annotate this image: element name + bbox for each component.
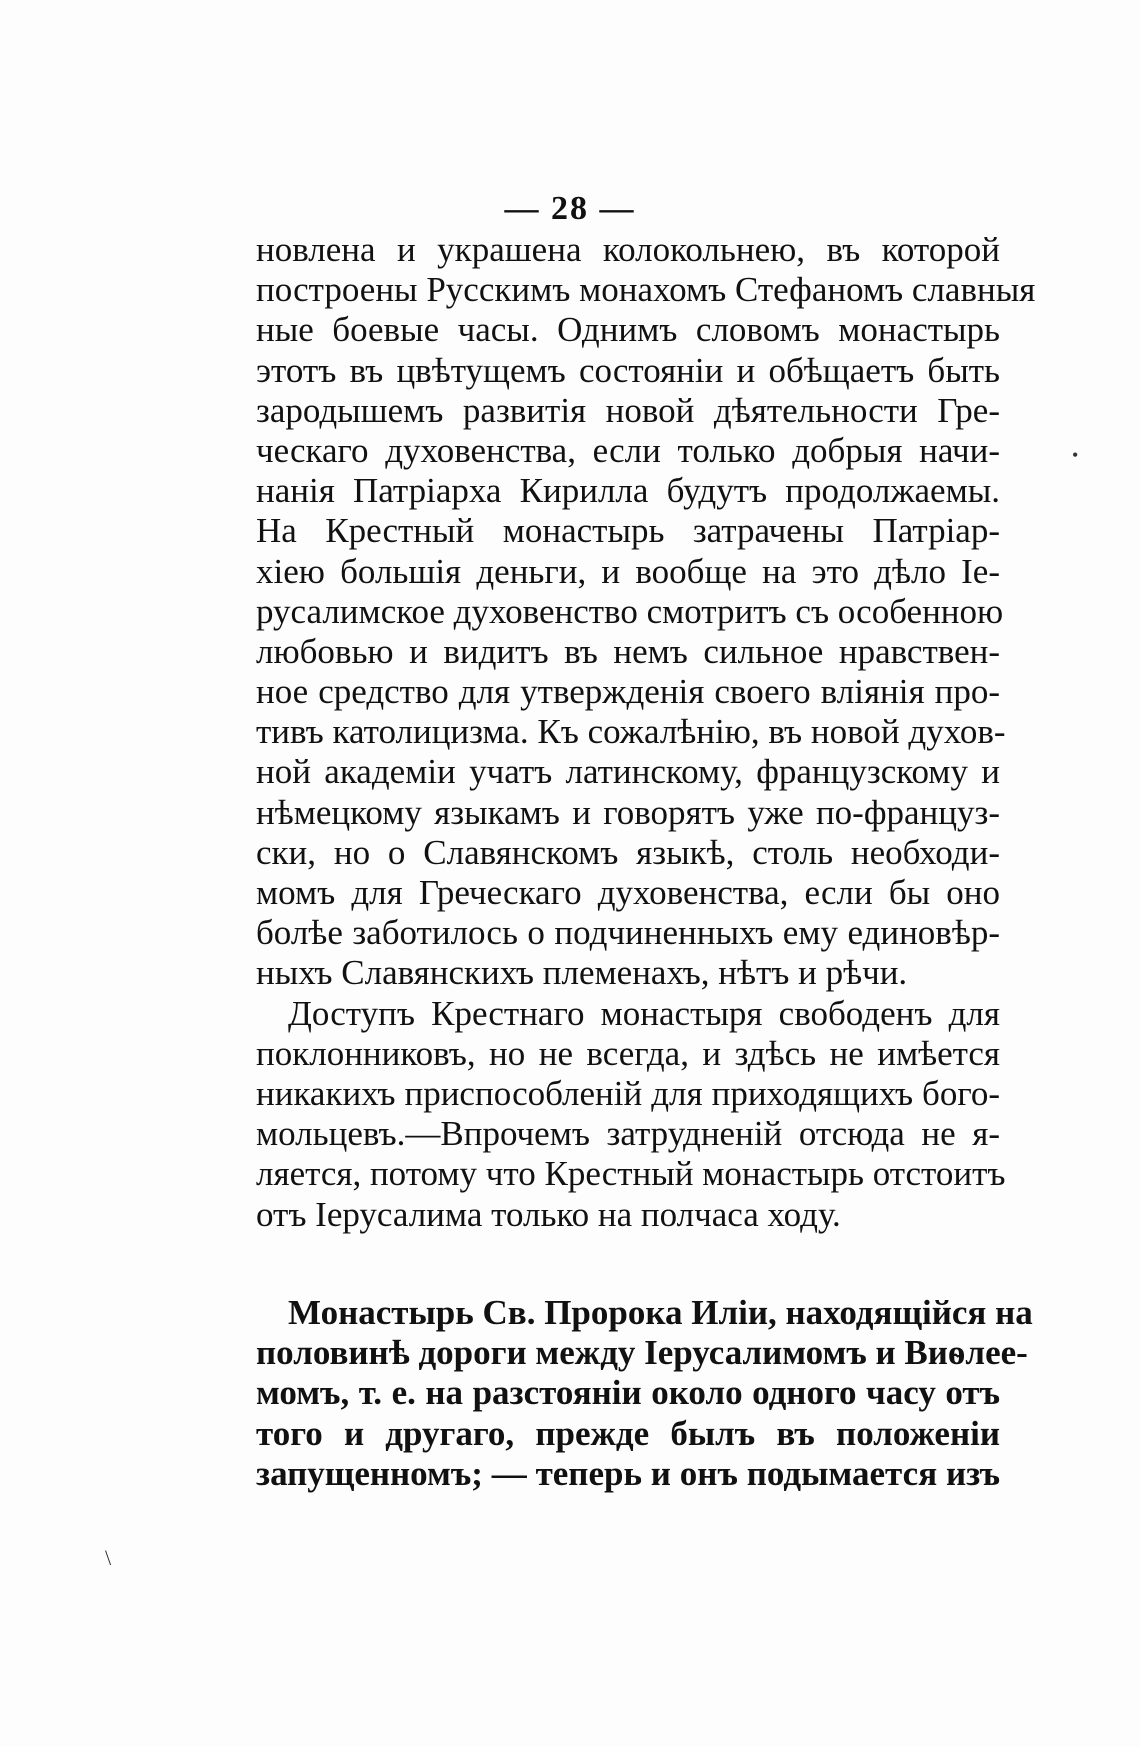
text-line: момъ, т. е. на разстояніи около одного часу отъ (256, 1373, 1000, 1413)
text-line: ски, но о Славянскомъ языкѣ, столь необходи- (256, 832, 1000, 872)
text-line: ческаго духовенства, если только добрыя начи- (256, 430, 1000, 470)
text-line: ныхъ Славянскихъ племенахъ, нѣтъ и рѣчи. (256, 953, 908, 993)
text-line: ной академіи учатъ латинскому, французскому и (256, 752, 1000, 792)
text-line: русалимское духовенство смотритъ съ особенною (256, 591, 1004, 631)
paragraph-1 (256, 230, 1036, 1235)
text-line: новлена и украшена колокольнею, въ которой (256, 230, 1000, 269)
text-line: момъ для Греческаго духовенства, если бы оно (256, 873, 1000, 912)
text-line: построены Русскимъ монахомъ Стефаномъ славныя (256, 270, 1036, 310)
scan-mark: • (1072, 445, 1079, 465)
text-line: любовью и видитъ въ немъ сильное нравствен- (256, 631, 1000, 671)
text-line: Монастырь Св. Пророка Иліи, находящійся на (288, 1293, 1033, 1332)
text-line: На Крестный монастырь затрачены Патріар- (256, 511, 1000, 551)
text-line: никакихъ приспособленій для приходящихъ бого- (256, 1073, 1000, 1113)
page-number: — 28 — (504, 190, 636, 227)
text-line: ляется, потому что Крестный монастырь отстоитъ (256, 1154, 1006, 1194)
text-line: поклонниковъ, но не всегда, и здѣсь не имѣется (256, 1033, 1000, 1073)
text-line: отъ Іерусалима только на полчаса ходу. (256, 1194, 841, 1234)
text-line: мольцевъ.—Впрочемъ затрудненій отсюда не я- (256, 1114, 1000, 1154)
text-line: нанія Патріарха Кирилла будутъ продолжаемы. (256, 471, 1000, 511)
text-line: половинѣ дороги между Іерусалимомъ и Виѳлее- (256, 1333, 1028, 1373)
text-line: ные боевые часы. Однимъ словомъ монастырь (256, 310, 1000, 350)
text-line: тивъ католицизма. Къ сожалѣнію, въ новой духов- (256, 712, 1006, 752)
paragraph-2 (256, 1293, 1033, 1494)
text-line: этотъ въ цвѣтущемъ состояніи и обѣщаетъ быть (256, 350, 1000, 390)
text-line: того и другаго, прежде былъ въ положеніи (256, 1413, 1000, 1453)
text-line: ное средство для утвержденія своего вліянія про- (256, 672, 1000, 712)
text-line: хіею большія деньги, и вообще на это дѣло Іе- (256, 551, 1000, 591)
scan-mark: \ (105, 1545, 112, 1570)
text-line: зародышемъ развитія новой дѣятельности Гре- (256, 390, 1000, 430)
text-line: Доступъ Крестнаго монастыря свободенъ для (288, 993, 1000, 1033)
text-line: нѣмецкому языкамъ и говорятъ уже по-француз- (256, 792, 1000, 832)
text-line: болѣе заботилось о подчиненныхъ ему единовѣр- (256, 913, 1000, 953)
text-line: запущенномъ; — теперь и онъ подымается изъ (256, 1453, 1000, 1493)
